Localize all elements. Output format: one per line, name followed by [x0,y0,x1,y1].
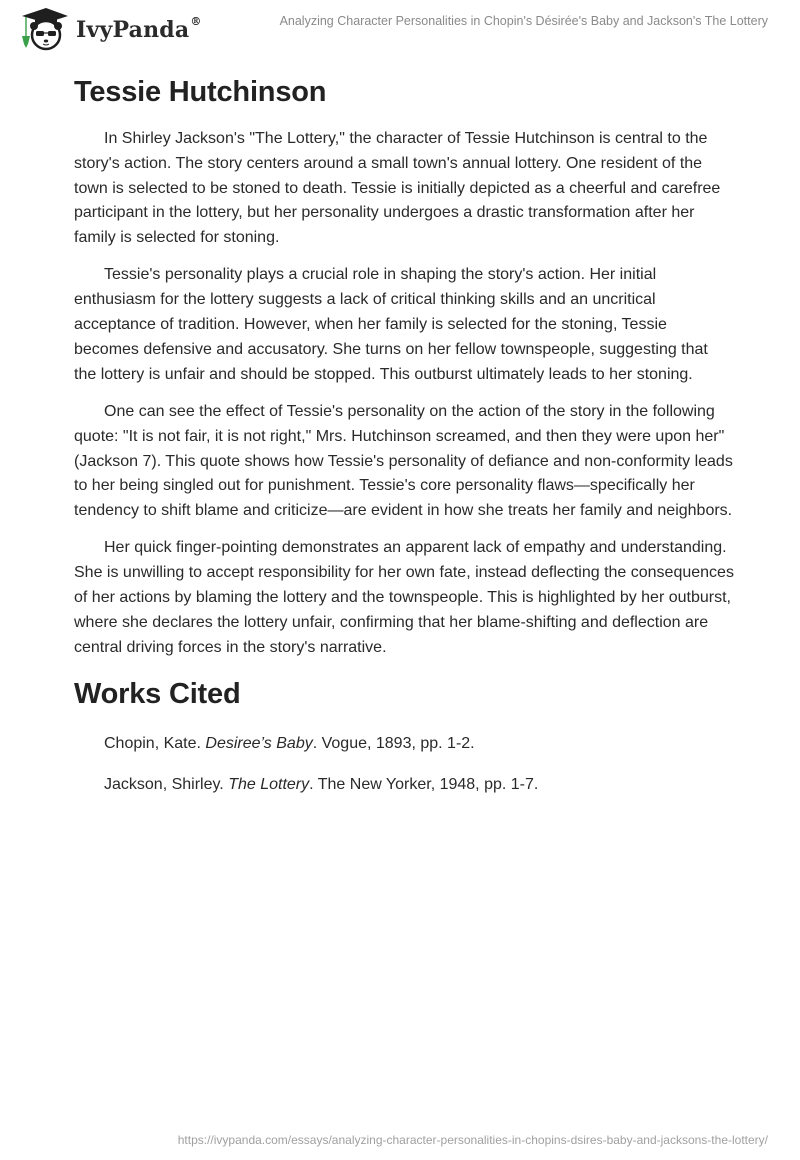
brand-name: IvyPanda® [76,14,202,43]
essay-content [74,70,734,814]
section-heading: Tessie Hutchinson [74,76,327,108]
works-cited-heading: Works Cited [74,678,241,711]
citation: Chopin, Kate. Desiree’s Baby. Vogue, 1893, pp. 1-2. [104,735,475,753]
source-url[interactable]: https://ivypanda.com/essays/analyzing-character-personalities-in-chopins-dsires-baby-and-jacksons-the-lottery/ [177,1133,768,1147]
citation: Jackson, Shirley. The Lottery. The New Yorker, 1948, pp. 1-7. [104,776,539,794]
citation-title: Desiree’s Baby [205,735,313,753]
page-header [0,0,800,58]
document-title: Analyzing Character Personalities in Chopin's Désirée's Baby and Jackson's The Lottery [279,14,768,28]
paragraph: One can see the effect of Tessie's personality on the action of the story in the following quote: "It is not fair, it is not right," Mrs. Hutchinson screamed, and then they were upon her" (Jackson 7). This quote shows how Tessie's personality of defiance and non-conformity leads to her being singled out for punishment. Tessie's core personality flaws—specifically her tendency to shift blame and criticize—are evident in how she treats her family and neighbors. [74,402,733,520]
paragraph: Tessie's personality plays a crucial role in shaping the story's action. Her initial enthusiasm for the lottery suggests a lack of critical thinking skills and an uncritical acceptance of tradition. However, when her family is selected for the stoning, Tessie becomes defensive and accusatory. She turns on her fellow townspeople, suggesting that the lottery is unfair and should be stopped. This outburst ultimately leads to her stoning. [74,266,708,383]
paragraph: In Shirley Jackson's "The Lottery," the character of Tessie Hutchinson is central to the story's action. The story centers around a small town's annual lottery. One resident of the town is selected to be stoned to death. Tessie is initially depicted as a cheerful and carefree participant in the lottery, but her personality undergoes a drastic transformation after her family is selected for stoning. [74,130,721,247]
panda-graduate-icon [18,6,70,52]
citation-title: The Lottery [228,776,310,794]
paragraph: Her quick finger-pointing demonstrates an apparent lack of empathy and understanding. She is unwilling to accept responsibility for her own fate, instead deflecting the consequences of her actions by blaming the lottery and the townspeople. This is highlighted by her outburst, where she declares the lottery unfair, confirming that her blame-shifting and deflection are central driving forces in the story's narrative. [74,539,734,656]
ivypanda-logo[interactable] [18,7,202,51]
